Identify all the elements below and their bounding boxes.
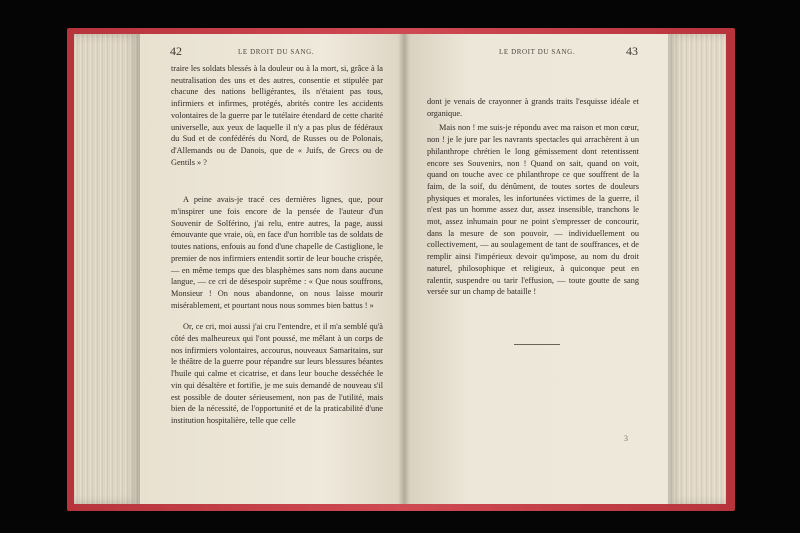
left-page-number: 42 (170, 44, 182, 58)
left-paragraph-3: Or, ce cri, moi aussi j'ai cru l'entendre, et il m'a semblé qu'à côté des malheureux qui l'ont poussé, me mêlant à un corps de nos infirmiers volontaires, accourus, nouveaux Samaritains, sur le théâtre de la guerre pour répandre sur leurs blessures béantes l'huile qui calme et cicatrise, et dans leur bouche desséchée le vin qui désaltère et fortifie, je me suis demandé de nouveau s'il est possible de douter sérieusement, non pas de l'utilité, mais bien de la nécessité, de l'opportunité et de la praticabilité d'une institution hospitalière, telle que celle (171, 322, 383, 425)
right-page-text (427, 96, 639, 298)
book-gutter (398, 34, 410, 504)
left-page-edges (74, 34, 140, 504)
right-running-header: LE DROIT DU SANG. (499, 48, 576, 56)
signature-mark: 3 (624, 434, 628, 443)
right-paragraph-2: Mais non ! me suis-je répondu avec ma raison et mon cœur, non ! je le jure par les navrants spectacles qui arrachèrent à un philanthrope chrétien le long gémissement dont retentissent encore ses Souvenirs, non ! Quand on sait, quand on voit, quand on touche avec ce philanthrope ce que souffrent de la faim, de la soif, du dénûment, de toutes sortes de douleurs physiques et morales, les infortunées victimes de la guerre, il n'est pas un homme assez dur, assez insensible, tranchons le mot, assez inhumain pour ne point s'empresser de concourir, dans la mesure de son pouvoir, — individuellement ou collectivement, — au soulagement de tant de souffrances, et de remplir ainsi l'impérieux devoir qu'impose, au nom du droit naturel, philosophique et religieux, à quiconque peut en ralentir, suspendre ou tarir l'effusion, — toute goutte de sang versée sur un champ de bataille ! (427, 123, 639, 297)
right-paragraph-1: dont je venais de crayonner à grands traits l'esquisse idéale et organique. (427, 97, 639, 118)
left-page-text (171, 63, 383, 427)
left-paragraph-2: A peine avais-je tracé ces dernières lignes, que, pour m'inspirer une fois encore de la pensée de l'auteur d'un Souvenir de Solférino, j'ai relu, entre autres, la page, aussi émouvante que vraie, où, en face d'un horrible tas de soldats de toutes nations, enfouis au fond d'une chapelle de Castiglione, le premier de nos infirmiers entendit sortir de leur bouche crispée, — en même temps que des blasphèmes sans nom dans aucune langue, — ce cri de désespoir suprême : « Que nous souffrons, Monsieur ! On nous abandonne, on nous laisse mourir misérablement, et pourtant nous nous sommes bien battus ! » (171, 195, 383, 310)
right-page-number: 43 (626, 44, 638, 58)
right-page-edges (668, 34, 726, 504)
left-running-header: LE DROIT DU SANG. (238, 48, 315, 56)
left-paragraph-1: traire les soldats blessés à la douleur ou à la mort, si, grâce à la neutralisation des uns et des autres, consentie et stipulée par chacune des nations belligérantes, ils n'étaient pas tous, infirmiers et infirmes, protégés, abrités contre les accidents volontaires de la guerre par le tutélaire étendard de cette charité universelle, aux yeux de laquelle il n'y a pas plus de fédéraux du Sud et de confédérés du Nord, de Russes ou de Polonais, d'Allemands ou de Danois, que de « Juifs, de Grecs ou de Gentils » ? (171, 64, 383, 167)
end-rule (514, 344, 560, 345)
